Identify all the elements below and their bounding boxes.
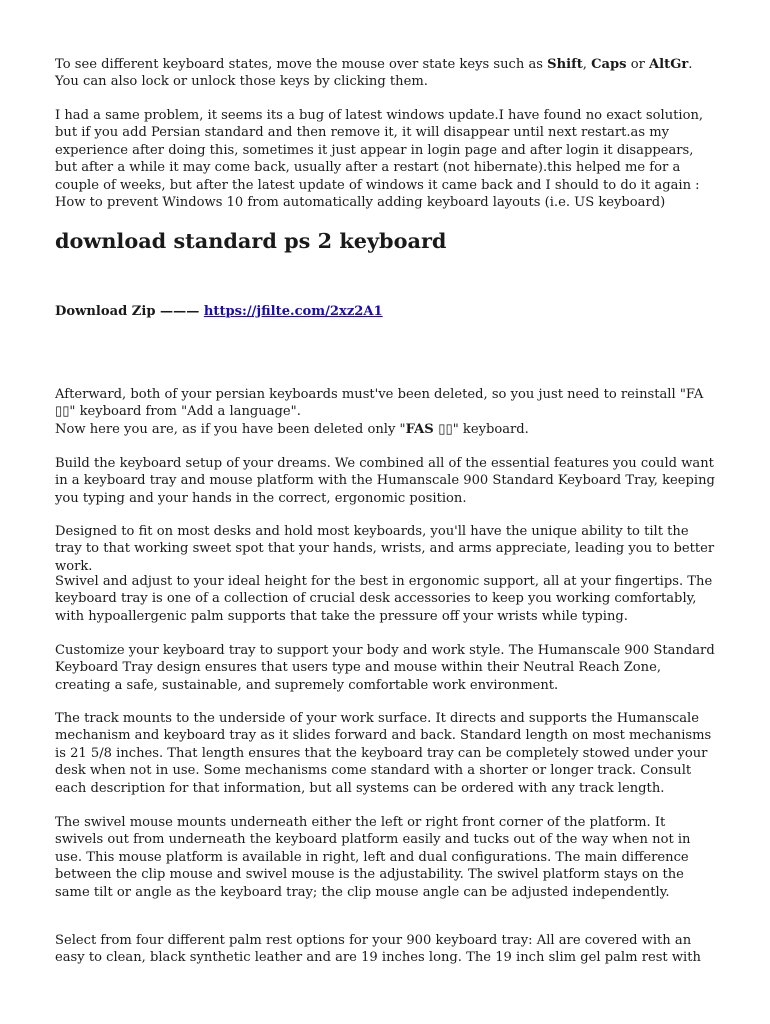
intro-separator: , (582, 57, 592, 72)
afterward-line2-end: " keyboard. (452, 421, 529, 437)
download-label: Download Zip ——— (55, 304, 204, 319)
afterward-keyboard-name: FAS ▯▯ (405, 421, 453, 437)
body-paragraph: Select from four different palm rest options for your 900 keyboard tray: All are covered with an easy to clean, black synthetic leather and are 19 inches long. The 19 inch slim gel palm rest with (55, 933, 701, 966)
body-paragraph: Build the keyboard setup of your dreams. We combined all of the essential features you could want in a keyboard tray and mouse platform with the Humanscale 900 Standard Keyboard Tray, keeping you typing and your hands in the correct, ergonomic position. (55, 456, 715, 506)
body-paragraph: The swivel mouse mounts underneath either the left or right front corner of the platform. It swivels out from underneath the keyboard platform easily and tucks out of the way when not in use. This mouse platform is available in right, left and dual configurations. The main difference between the clip mouse and swivel mouse is the adjustability. The swivel platform stays on the same tilt or angle as the keyboard tray; the clip mouse angle can be adjusted independently. (55, 815, 691, 900)
download-link[interactable]: https://jfilte.com/2xz2A1 (203, 304, 383, 319)
intro-text: To see different keyboard states, move the mouse over state keys such as (55, 57, 548, 72)
shift-key-label: Shift (547, 57, 583, 72)
body-paragraph: The track mounts to the underside of your work surface. It directs and supports the Humanscale mechanism and keyboard tray as it slides forward and back. Standard length on most mechanisms is 21 5/8 inches. That length ensures that the keyboard tray can be completely stowed under your desk when not in use. Some mechanisms come standard with a shorter or longer track. Consult each description for that information, but all systems can be ordered with any track length. (55, 711, 712, 796)
caps-key-label: Caps (591, 57, 627, 72)
body-paragraph: Designed to fit on most desks and hold most keyboards, you'll have the unique ability to tilt the tray to that working sweet spot that your hands, wrists, and arms appreciate, leading you to better work. (55, 524, 715, 574)
afterward-paragraph (55, 386, 717, 438)
altgr-key-label: AltGr (649, 57, 689, 72)
download-line (55, 303, 383, 320)
body-paragraph: Swivel and adjust to your ideal height for the best in ergonomic support, all at your fingertips. The keyboard tray is one of a collection of crucial desk accessories to keep you working comfortably, with hypoallergenic palm supports that take the pressure off your wrists while typing. (55, 574, 713, 624)
intro-separator: or (626, 57, 650, 72)
page-title: download standard ps 2 keyboard (55, 228, 447, 253)
afterward-line1: Afterward, both of your persian keyboards must've been deleted, so you just need to reinstall "FA ▯▯" keyboard from "Add a language". (55, 387, 704, 420)
bug-paragraph: I had a same problem, it seems its a bug of latest windows update.I have found no exact solution, but if you add Persian standard and then remove it, it will disappear until next restart.as my experience after doing this, sometimes it just appear in login page and after login it disappears, but after a while it may come back, usually after a restart (not hibernate).this helped me for a couple of weeks, but after the latest update of windows it came back and I should to do it again : How to prevent Windows 10 from automatically adding keyboard layouts (i.e. US keyboard) (55, 108, 704, 211)
body-paragraph: Customize your keyboard tray to support your body and work style. The Humanscale 900 Standard Keyboard Tray design ensures that users type and mouse within their Neutral Reach Zone, creating a safe, sustainable, and supremely comfortable work environment. (55, 643, 715, 693)
intro-text-end: . You can also lock or unlock those keys by clicking them. (55, 57, 693, 90)
afterward-line2-start: Now here you are, as if you have been deleted only " (55, 421, 406, 437)
intro-paragraph (55, 56, 717, 91)
